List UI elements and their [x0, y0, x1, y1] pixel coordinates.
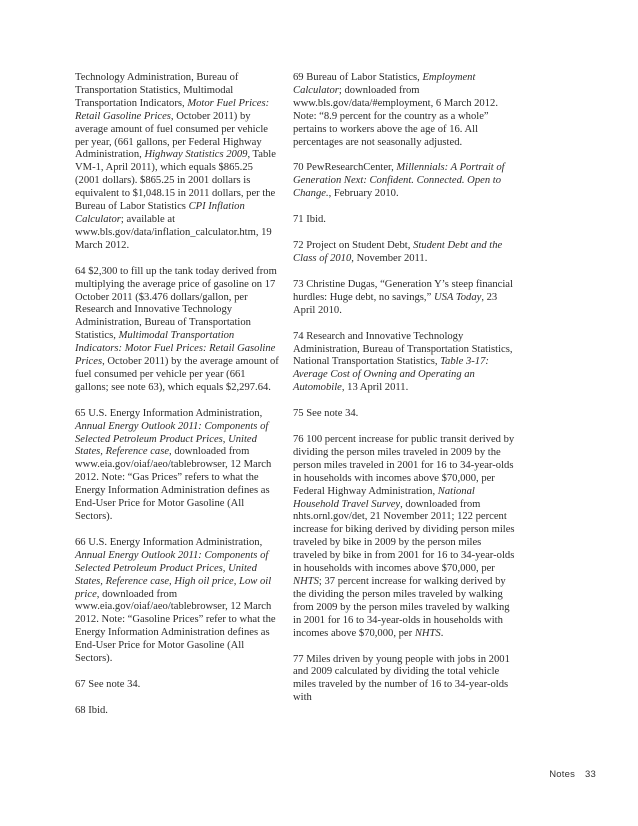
endnote-italic-text: Multimodal Transportation Indicators: Motor Fuel Prices: Retail Gasoline Prices: [75, 330, 276, 368]
endnote-text: 72 Project on Student Debt,: [293, 240, 414, 252]
endnote-text: , 13 April 2011.: [341, 382, 409, 394]
endnote: [293, 240, 517, 266]
notes-column-right: [293, 72, 517, 718]
endnote-italic-text: Highway Statistics 2009: [144, 149, 248, 161]
endnote-text: , October 2011) by the average amount of fuel consumed per vehicle per year (661 gallons; see note 63), which equals $2,297.64.: [75, 356, 279, 393]
endnote: [293, 162, 517, 201]
endnote: [75, 266, 279, 395]
footer-section-label: Notes: [549, 769, 576, 780]
footer-page-number: 33: [585, 769, 596, 780]
endnote: [293, 72, 517, 149]
endnote-italic-text: Annual Energy Outlook 2011: Components of Selected Petroleum Product Prices, United States, Reference case, High oil price, Low oil price: [75, 549, 272, 600]
endnote-text: , October 2011) by average amount of fuel consumed per vehicle per year, (661 gallons, per Federal Highway Administration,: [75, 110, 268, 161]
endnote-text: , February 2010.: [328, 188, 399, 200]
page-footer: [500, 769, 596, 780]
endnote-text: , downloaded from nhts.ornl.gov/det, 21 November 2011; 122 percent increase for biking derived by dividing person miles traveled by bike in 2009 by the person miles traveled by bike in from 2001 for 16 to 34-year-olds in households with incomes above $70,000, per: [293, 498, 515, 575]
endnote-text: 74 Research and Innovative Technology Administration, Bureau of Transportation Statistics, National Transportation Statistics,: [293, 330, 513, 368]
endnote-text: 65 U.S. Energy Information Administration,: [75, 407, 263, 419]
endnote-text: 68 Ibid.: [75, 704, 108, 716]
endnote-text: ; downloaded from www.bls.gov/data/#employment, 6 March 2012. Note: “8.9 percent for the country as a whole” pertains to workers above the age of 16. All percentages are not seasonally adjusted.: [293, 84, 498, 148]
endnote-text: Technology Administration, Bureau of Transportation Statistics, Multimodal Transportation Indicators,: [75, 72, 239, 109]
endnote-italic-text: NHTS: [293, 576, 319, 587]
endnote-text: 69 Bureau of Labor Statistics,: [293, 72, 423, 83]
endnote-text: .: [440, 627, 444, 639]
endnote-italic-text: Table 3-17: Average Cost of Owning and Operating an Automobile: [293, 356, 489, 394]
endnote: [293, 434, 517, 641]
endnote: [293, 279, 517, 318]
endnote-italic-text: Motor Fuel Prices: Retail Gasoline Prices: [75, 97, 270, 122]
endnote-text: ; 37 percent increase for walking derived by the dividing the person miles traveled by walking from 2009 by the person miles traveled by walking in 2001 for 16 to 34-year-olds in households with incomes above $70,000, per: [293, 576, 510, 639]
endnote-text: 64 $2,300 to fill up the tank today derived from multiplying the average price of gasoline on 17 October 2011 ($3.476 dollars/gallon, per Research and Innovative Technology Administration, Bureau of Transportation Statistics,: [75, 265, 277, 342]
endnote: [75, 408, 279, 524]
endnote-italic-text: CPI Inflation Calculator: [75, 201, 245, 225]
endnote-italic-text: Employment Calculator: [293, 72, 476, 96]
endnote: [75, 537, 279, 666]
endnote-text: 75 See note 34.: [293, 408, 359, 420]
endnote: [293, 408, 517, 421]
endnote-text: 73 Christine Dugas, “Generation Y’s steep financial hurdles: Huge debt, no savings,”: [293, 278, 513, 303]
endnote-italic-text: Annual Energy Outlook 2011: Components of Selected Petroleum Product Prices, United States, Reference case: [75, 420, 269, 458]
endnote-italic-text: Student Debt and the Class of 2010: [293, 240, 503, 264]
endnote: [293, 331, 517, 396]
endnote-italic-text: National Household Travel Survey: [293, 485, 475, 510]
endnote-text: , November 2011.: [351, 252, 428, 264]
endnote: [75, 705, 279, 718]
endnote-italic-text: Millennials: A Portrait of Generation Next: Confident. Connected. Open to Change.: [293, 162, 505, 200]
endnote-italic-text: USA Today: [433, 291, 482, 303]
endnote-text: 66 U.S. Energy Information Administration,: [75, 536, 263, 548]
endnote: [75, 72, 279, 253]
endnote-text: 76 100 percent increase for public transit derived by dividing the person miles traveled in 2009 by the person miles traveled in 2001 for 16 to 34-year-olds in households with incomes above $70,000, per Federal Highway Administration,: [293, 434, 515, 497]
endnote-text: , downloaded from www.eia.gov/oiaf/aeo/tablebrowser, 12 March 2012. Note: “Gasoline Prices” refer to what the Energy Information Administration defines as End-User Price for Motor Gasoline (All Sectors).: [75, 588, 276, 665]
endnote-text: , Table VM-1, April 2011), which equals $865.25 (2001 dollars). $865.25 in 2001 dollars is equivalent to $1,048.15 in 2011 dollars, per the Bureau of Labor Statistics: [75, 149, 276, 213]
endnote-text: , 23 April 2010.: [293, 291, 498, 316]
endnote-text: 67 See note 34.: [75, 678, 141, 690]
endnote: [293, 654, 517, 706]
endnote-text: ; available at www.bls.gov/data/inflation_calculator.htm, 19 March 2012.: [75, 213, 272, 251]
endnote: [293, 214, 517, 227]
endnote-text: 71 Ibid.: [293, 214, 326, 226]
endnote-text: , downloaded from www.eia.gov/oiaf/aeo/tablebrowser, 12 March 2012. Note: “Gas Prices” refers to what the Energy Information Administration defines as End-User Price for Motor Gasoline (All Sectors).: [75, 446, 272, 522]
endnote-text: 70 PewResearchCenter,: [293, 162, 397, 174]
endnote-italic-text: NHTS: [414, 627, 441, 639]
endnote: [75, 679, 279, 692]
endnote-text: 77 Miles driven by young people with jobs in 2001 and 2009 calculated by dividing the total vehicle miles traveled by the number of 16 to 34-year-olds with: [293, 653, 510, 704]
notes-column-left: [75, 72, 279, 731]
